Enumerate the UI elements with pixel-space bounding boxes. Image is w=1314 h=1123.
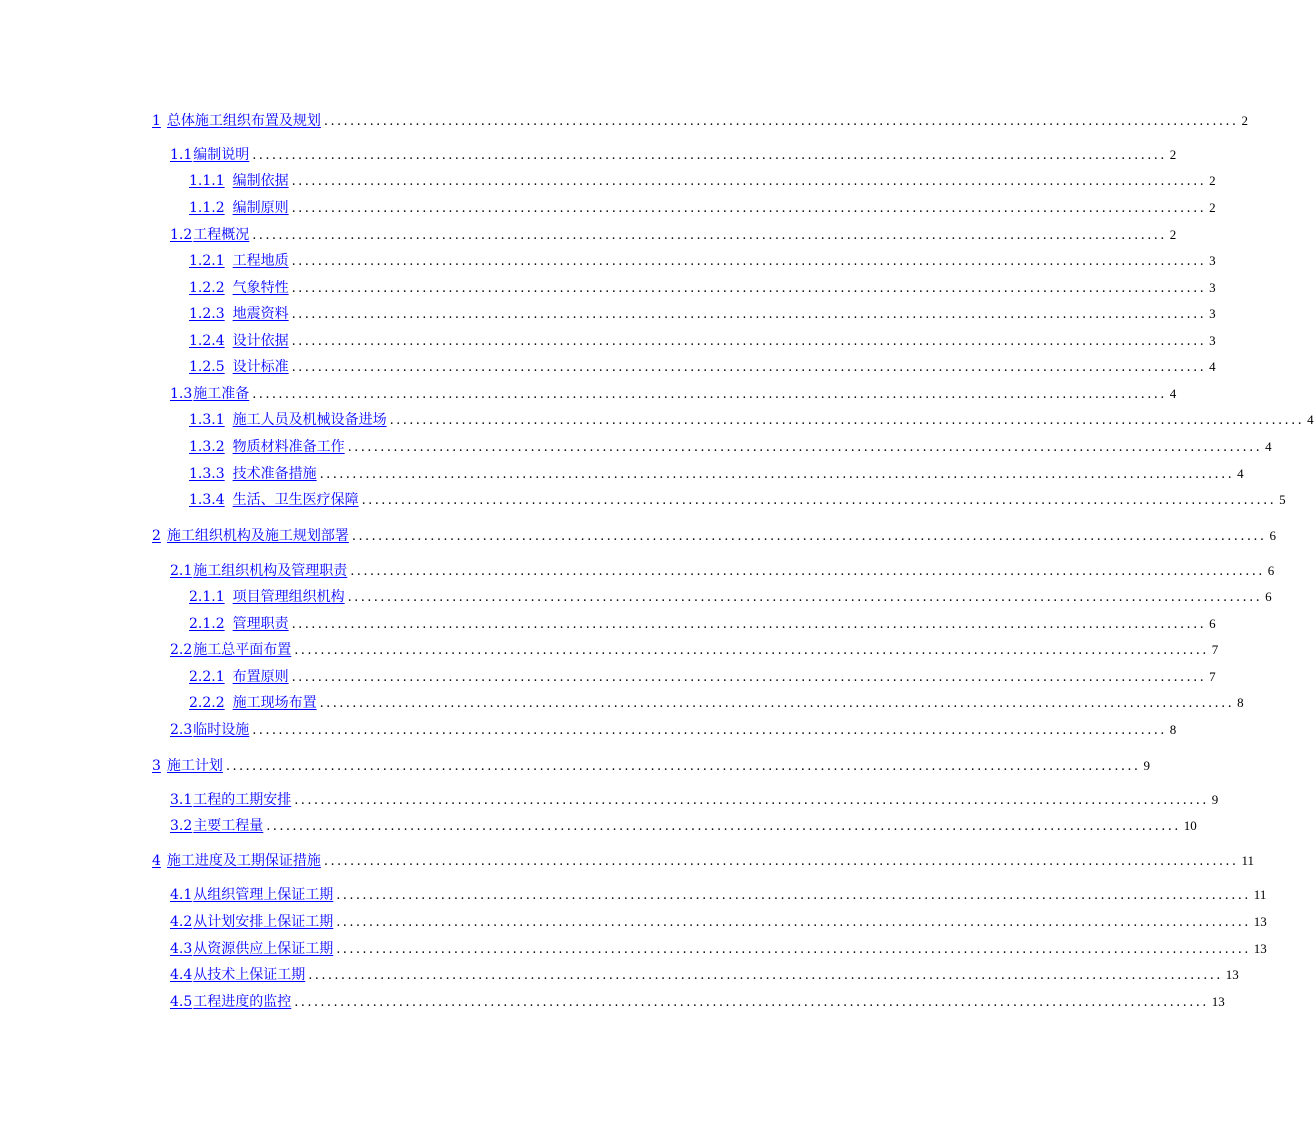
toc-entry-link[interactable] [170, 225, 249, 245]
toc-entry-link[interactable] [189, 251, 289, 271]
toc-entry [189, 357, 1216, 377]
toc-entry [170, 912, 1267, 932]
toc-entry-title: 施工准备 [193, 386, 250, 402]
toc-entry-title: 工程的工期安排 [193, 792, 292, 808]
toc-entry-link[interactable] [189, 278, 289, 298]
toc-entry-number: 4 [152, 853, 161, 869]
toc-page-number: 4 [1209, 359, 1216, 374]
toc-entry [152, 111, 1248, 131]
toc-entry [189, 693, 1244, 713]
toc-entry [189, 331, 1216, 351]
toc-entry-number: 2.1.1 [189, 589, 225, 605]
toc-page-number: 7 [1209, 669, 1216, 684]
toc-page-number: 9 [1211, 792, 1219, 807]
toc-entry-link[interactable] [189, 587, 345, 607]
toc-entry [152, 851, 1254, 871]
toc-entry-title: 总体施工组织布置及规划 [166, 113, 321, 129]
toc-entry-number: 1.1.1 [189, 173, 225, 189]
toc-dot-leader: ............................................................................................................................................ [252, 228, 1167, 243]
toc-entry [170, 939, 1267, 959]
toc-page-number: 2 [1169, 227, 1177, 242]
toc-entry [170, 225, 1177, 245]
toc-entry [189, 587, 1272, 607]
toc-entry-number: 4.2 [170, 914, 193, 930]
toc-entry-title: 物质材料准备工作 [232, 439, 345, 455]
toc-entry-link[interactable] [189, 464, 317, 484]
toc-entry [189, 464, 1244, 484]
toc-entry-link[interactable] [170, 992, 291, 1012]
toc-entry [189, 410, 1314, 430]
toc-entry-number: 4.3 [170, 941, 193, 957]
toc-page-number: 4 [1265, 439, 1272, 454]
toc-entry-link[interactable] [152, 111, 321, 131]
toc-dot-leader: ............................................................................................................................................ [294, 643, 1209, 658]
toc-entry-title: 编制依据 [232, 173, 289, 189]
toc-page-number: 13 [1225, 967, 1239, 982]
toc-page-number: 6 [1269, 528, 1276, 543]
toc-entry [170, 720, 1177, 740]
toc-entry-title: 生活、卫生医疗保障 [232, 492, 359, 508]
toc-entry [170, 992, 1225, 1012]
toc-entry [170, 145, 1177, 165]
toc-entry-link[interactable] [170, 384, 249, 404]
toc-page-number: 8 [1169, 722, 1177, 737]
toc-entry-number: 2.3 [170, 722, 193, 738]
toc-entry [170, 561, 1275, 581]
toc-entry-title: 施工总平面布置 [193, 642, 292, 658]
toc-dot-leader: ............................................................................................................................................ [308, 968, 1223, 983]
toc-page-number: 3 [1209, 333, 1216, 348]
toc-dot-leader: ............................................................................................................................................ [347, 440, 1263, 455]
toc-entry-title: 从计划安排上保证工期 [193, 914, 334, 930]
toc-dot-leader: ............................................................................................................................................ [361, 493, 1277, 508]
toc-entry-link[interactable] [170, 145, 249, 165]
toc-entry-number: 1.3.1 [189, 412, 225, 428]
toc-dot-leader: ............................................................................................................................................ [291, 360, 1207, 375]
toc-entry-number: 1.1.2 [189, 200, 225, 216]
toc-entry-number: 2 [152, 528, 161, 544]
toc-entry-title: 从组织管理上保证工期 [193, 887, 334, 903]
toc-page-number: 8 [1237, 695, 1244, 710]
toc-entry-number: 1 [152, 113, 161, 129]
toc-dot-leader: ............................................................................................................................................ [389, 413, 1305, 428]
toc-page-number: 11 [1241, 853, 1254, 868]
toc-page-number: 3 [1209, 253, 1216, 268]
toc-entry-link[interactable] [170, 720, 249, 740]
toc-entry-title: 施工组织机构及施工规划部署 [166, 528, 349, 544]
toc-dot-leader: ............................................................................................................................................ [323, 114, 1239, 129]
toc-entry-link[interactable] [152, 526, 349, 546]
toc-entry-number: 4.1 [170, 887, 193, 903]
toc-page-number: 4 [1237, 466, 1244, 481]
toc-dot-leader: ............................................................................................................................................ [350, 564, 1265, 579]
toc-entry-title: 施工现场布置 [232, 695, 317, 711]
toc-entry-title: 设计依据 [232, 333, 289, 349]
toc-dot-leader: ............................................................................................................................................ [319, 696, 1235, 711]
toc-dot-leader: ............................................................................................................................................ [252, 387, 1167, 402]
toc-entry [189, 171, 1216, 191]
toc-entry-link[interactable] [170, 816, 263, 836]
toc-dot-leader: ............................................................................................................................................ [294, 793, 1209, 808]
toc-entry-link[interactable] [152, 851, 321, 871]
toc-page-number: 2 [1209, 173, 1216, 188]
toc-entry-link[interactable] [189, 614, 289, 634]
toc-entry-link[interactable] [189, 490, 359, 510]
toc-entry-number: 3 [152, 758, 161, 774]
toc-entry-number: 3.2 [170, 818, 193, 834]
toc-entry [170, 885, 1267, 905]
toc-entry-title: 施工计划 [166, 758, 223, 774]
toc-dot-leader: ............................................................................................................................................ [266, 819, 1181, 834]
toc-entry-link[interactable] [189, 693, 317, 713]
toc-page-number: 11 [1253, 887, 1267, 902]
toc-dot-leader: ............................................................................................................................................ [291, 617, 1207, 632]
toc-entry-title: 布置原则 [232, 669, 289, 685]
toc-entry-number: 1.2.2 [189, 280, 225, 296]
toc-page-number: 6 [1209, 616, 1216, 631]
toc-entry-title: 主要工程量 [193, 818, 264, 834]
toc-page-number: 9 [1143, 758, 1150, 773]
toc-dot-leader: ............................................................................................................................................ [252, 148, 1167, 163]
toc-entry-link[interactable] [170, 965, 305, 985]
toc-entry-link[interactable] [170, 912, 333, 932]
toc-page-number: 6 [1265, 589, 1272, 604]
toc-dot-leader: ............................................................................................................................................ [291, 307, 1207, 322]
toc-entry-number: 2.2.1 [189, 669, 225, 685]
toc-entry-title: 从技术上保证工期 [193, 967, 306, 983]
toc-entry-link[interactable] [189, 171, 289, 191]
toc-dot-leader: ............................................................................................................................................ [291, 670, 1207, 685]
toc-entry-link[interactable] [189, 410, 387, 430]
toc-page-number: 13 [1211, 994, 1225, 1009]
toc-entry [189, 490, 1286, 510]
toc-entry [189, 614, 1216, 634]
toc-entry-title: 技术准备措施 [232, 466, 317, 482]
toc-entry-number: 1.3.4 [189, 492, 225, 508]
toc-entry-number: 1.3.2 [189, 439, 225, 455]
toc-entry [170, 965, 1239, 985]
toc-entry-number: 3.1 [170, 792, 193, 808]
toc-entry-number: 2.2.2 [189, 695, 225, 711]
toc-dot-leader: ............................................................................................................................................ [351, 529, 1267, 544]
toc-entry [189, 278, 1216, 298]
toc-entry [152, 756, 1150, 776]
toc-dot-leader: ............................................................................................................................................ [291, 201, 1207, 216]
toc-entry-title: 地震资料 [232, 306, 289, 322]
toc-entry-title: 工程进度的监控 [193, 994, 292, 1010]
toc-page-number: 2 [1241, 113, 1248, 128]
toc-entry-title: 施工人员及机械设备进场 [232, 412, 387, 428]
toc-entry-number: 1.2.3 [189, 306, 225, 322]
toc-entry [189, 304, 1216, 324]
toc-dot-leader: ............................................................................................................................................ [336, 888, 1251, 903]
toc-entry-title: 临时设施 [193, 722, 250, 738]
toc-dot-leader: ............................................................................................................................................ [294, 995, 1209, 1010]
toc-dot-leader: ............................................................................................................................................ [291, 334, 1207, 349]
toc-entry-title: 从资源供应上保证工期 [193, 941, 334, 957]
toc-entry [170, 816, 1197, 836]
toc-entry [170, 640, 1219, 660]
toc-entry-number: 4.5 [170, 994, 193, 1010]
toc-entry-number: 1.1 [170, 147, 193, 163]
toc-entry-link[interactable] [170, 640, 291, 660]
toc-entry-title: 设计标准 [232, 359, 289, 375]
toc-entry-title: 编制说明 [193, 147, 250, 163]
toc-entry-title: 工程地质 [232, 253, 289, 269]
toc-entry-number: 1.2.5 [189, 359, 225, 375]
toc-entry-title: 项目管理组织机构 [232, 589, 345, 605]
toc-entry-link[interactable] [189, 357, 289, 377]
toc-page-number: 6 [1267, 563, 1275, 578]
toc-entry [170, 384, 1177, 404]
toc-entry-title: 工程概况 [193, 227, 250, 243]
toc-page-number: 10 [1183, 818, 1197, 833]
toc-entry-link[interactable] [170, 561, 347, 581]
toc-entry-link[interactable] [152, 756, 223, 776]
toc-entry-number: 1.3 [170, 386, 193, 402]
toc-entry-link[interactable] [170, 939, 333, 959]
toc-dot-leader: ............................................................................................................................................ [291, 281, 1207, 296]
toc-entry [189, 667, 1216, 687]
toc-entry-link[interactable] [189, 437, 345, 457]
toc-dot-leader: ............................................................................................................................................ [252, 723, 1167, 738]
toc-dot-leader: ............................................................................................................................................ [291, 174, 1207, 189]
toc-entry-number: 1.2.1 [189, 253, 225, 269]
toc-page-number: 3 [1209, 280, 1216, 295]
toc-entry-link[interactable] [170, 885, 333, 905]
toc-dot-leader: ............................................................................................................................................ [347, 590, 1263, 605]
toc-dot-leader: ............................................................................................................................................ [225, 759, 1141, 774]
toc-dot-leader: ............................................................................................................................................ [336, 915, 1251, 930]
toc-page-number: 2 [1169, 147, 1177, 162]
toc-entry [189, 198, 1216, 218]
toc-entry-title: 施工组织机构及管理职责 [193, 563, 348, 579]
toc-page-number: 2 [1209, 200, 1216, 215]
toc-entry-link[interactable] [189, 667, 289, 687]
toc-entry-title: 施工进度及工期保证措施 [166, 853, 321, 869]
toc-entry-number: 2.1 [170, 563, 193, 579]
toc-entry-link[interactable] [189, 198, 289, 218]
toc-page-number: 13 [1253, 914, 1267, 929]
toc-entry-number: 1.2.4 [189, 333, 225, 349]
toc-dot-leader: ............................................................................................................................................ [319, 467, 1235, 482]
toc-entry-link[interactable] [189, 304, 289, 324]
toc-page-number: 7 [1211, 642, 1219, 657]
toc-entry-number: 1.3.3 [189, 466, 225, 482]
toc-page-number: 4 [1307, 412, 1314, 427]
toc-entry [189, 251, 1216, 271]
toc-dot-leader: ............................................................................................................................................ [291, 254, 1207, 269]
toc-dot-leader: ............................................................................................................................................ [336, 942, 1251, 957]
toc-entry-number: 2.2 [170, 642, 193, 658]
toc-entry-title: 编制原则 [232, 200, 289, 216]
toc-entry-number: 1.2 [170, 227, 193, 243]
toc-page-number: 3 [1209, 306, 1216, 321]
toc-page-number: 5 [1279, 492, 1286, 507]
toc-entry-title: 气象特性 [232, 280, 289, 296]
toc-entry-title: 管理职责 [232, 616, 289, 632]
toc-entry-number: 2.1.2 [189, 616, 225, 632]
toc-entry [170, 790, 1219, 810]
toc-dot-leader: ............................................................................................................................................ [323, 854, 1239, 869]
toc-entry-number: 4.4 [170, 967, 193, 983]
toc-page-number: 4 [1169, 386, 1177, 401]
toc-entry-link[interactable] [170, 790, 291, 810]
toc-entry-link[interactable] [189, 331, 289, 351]
toc-entry [152, 526, 1276, 546]
toc-entry [189, 437, 1272, 457]
toc-page-number: 13 [1253, 941, 1267, 956]
